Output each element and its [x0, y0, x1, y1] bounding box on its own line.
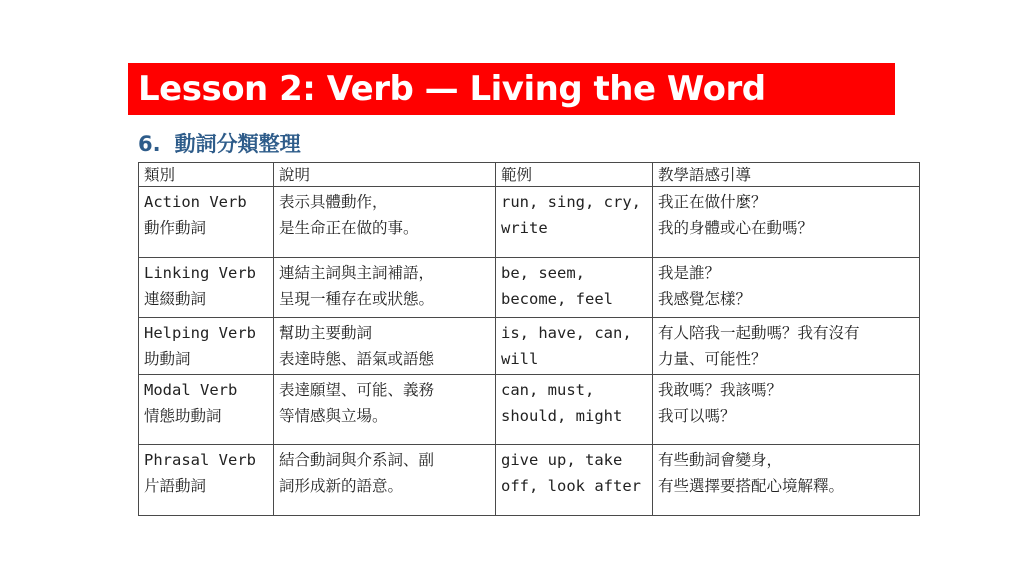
category-english: Phrasal Verb [144, 451, 256, 469]
section-title: 動詞分類整理 [174, 132, 301, 156]
slide-title: Lesson 2: Verb — Living the Word [138, 69, 766, 109]
explanation-cell [274, 187, 496, 258]
guidance-line: 有人陪我一起動嗎？我有沒有 [658, 324, 860, 342]
guidance-line: 力量、可能性？ [658, 350, 767, 368]
examples-cell [496, 375, 653, 445]
table-row [139, 187, 920, 258]
table-row [139, 318, 920, 375]
category-cell [139, 445, 274, 516]
explanation-cell [274, 375, 496, 445]
table-row [139, 375, 920, 445]
category-english: Linking Verb [144, 264, 256, 282]
explanation-line: 等情感與立場。 [279, 407, 388, 425]
examples-cell [496, 318, 653, 375]
column-header-guidance: 教學語感引導 [653, 163, 920, 187]
category-english: Modal Verb [144, 381, 238, 399]
section-number: 6. [138, 132, 161, 156]
guidance-cell [653, 318, 920, 375]
explanation-line: 詞形成新的語意。 [279, 477, 404, 495]
examples-line: is, have, can, [501, 324, 632, 342]
explanation-line: 表達時態、語氣或語態 [279, 350, 435, 368]
table-row [139, 258, 920, 318]
explanation-line: 是生命正在做的事。 [279, 219, 419, 237]
examples-line: become, feel [501, 290, 613, 308]
examples-cell [496, 187, 653, 258]
category-english: Action Verb [144, 193, 247, 211]
examples-line: be, seem, [501, 264, 585, 282]
guidance-cell [653, 187, 920, 258]
examples-line: off, look after [501, 477, 641, 495]
explanation-line: 連結主詞與主詞補語， [279, 264, 435, 282]
guidance-cell [653, 258, 920, 318]
examples-line: should, might [501, 407, 623, 425]
explanation-line: 幫助主要動詞 [279, 324, 373, 342]
explanation-cell [274, 445, 496, 516]
guidance-line: 我是誰？ [658, 264, 721, 282]
category-cell [139, 187, 274, 258]
category-chinese: 助動詞 [144, 350, 191, 368]
category-cell [139, 258, 274, 318]
explanation-line: 呈現一種存在或狀態。 [279, 290, 435, 308]
column-header-examples: 範例 [496, 163, 653, 187]
explanation-line: 結合動詞與介系詞、副 [279, 451, 435, 469]
section-heading [138, 129, 301, 159]
category-english: Helping Verb [144, 324, 256, 342]
guidance-line: 我可以嗎？ [658, 407, 736, 425]
guidance-line: 我感覺怎樣？ [658, 290, 752, 308]
examples-cell [496, 445, 653, 516]
guidance-line: 我敢嗎？我該嗎？ [658, 381, 783, 399]
category-cell [139, 318, 274, 375]
category-chinese: 動作動詞 [144, 219, 207, 237]
examples-cell [496, 258, 653, 318]
category-chinese: 情態助動詞 [144, 407, 222, 425]
table-header-row [139, 163, 920, 187]
column-header-explanation: 說明 [274, 163, 496, 187]
examples-line: write [501, 219, 548, 237]
category-cell [139, 375, 274, 445]
guidance-line: 我正在做什麼？ [658, 193, 767, 211]
table-row [139, 445, 920, 516]
verb-classification-table [138, 162, 920, 516]
explanation-cell [274, 258, 496, 318]
guidance-line: 有些動詞會變身， [658, 451, 783, 469]
examples-line: will [501, 350, 539, 368]
guidance-line: 有些選擇要搭配心境解釋。 [658, 477, 845, 495]
guidance-cell [653, 375, 920, 445]
guidance-line: 我的身體或心在動嗎？ [658, 219, 814, 237]
examples-line: give up, take [501, 451, 623, 469]
examples-line: can, must, [501, 381, 595, 399]
title-banner [128, 63, 895, 115]
column-header-category: 類別 [139, 163, 274, 187]
guidance-cell [653, 445, 920, 516]
category-chinese: 連綴動詞 [144, 290, 207, 308]
explanation-cell [274, 318, 496, 375]
examples-line: run, sing, cry, [501, 193, 641, 211]
category-chinese: 片語動詞 [144, 477, 207, 495]
explanation-line: 表示具體動作， [279, 193, 388, 211]
explanation-line: 表達願望、可能、義務 [279, 381, 435, 399]
